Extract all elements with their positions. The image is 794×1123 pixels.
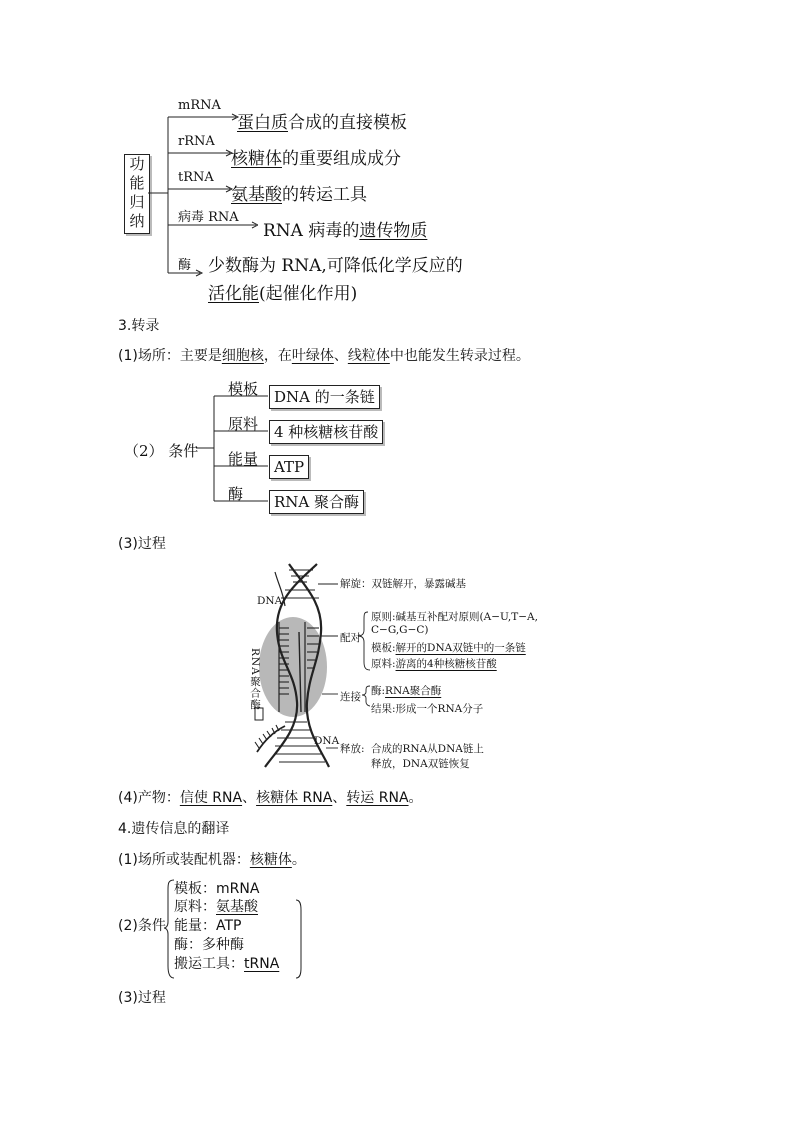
condition-key-material: 原料 <box>228 415 259 433</box>
translation-heading: 4.遗传信息的翻译 <box>118 821 230 837</box>
product-ul-mrna: 信使 RNA <box>179 790 243 806</box>
branch-tag-virus-rna: 病毒 RNA <box>178 210 239 225</box>
diagram-pair-rule: 原则:碱基互补配对原则(A−U,T−A, <box>371 611 538 623</box>
site-ul-chloroplast: 叶绿体 <box>291 348 334 364</box>
translation-condition <box>174 934 244 954</box>
diagram-release-text-2: 释放，DNA双链恢复 <box>371 758 470 770</box>
summary-title-char: 归 <box>129 193 145 211</box>
diagram-unwind-text: 解旋：双链解开，暴露碱基 <box>340 578 466 590</box>
diagram-text: 酶: <box>371 685 386 697</box>
condition-key-energy: 能量 <box>228 450 259 468</box>
site-text: (1)场所：主要是 <box>118 348 222 364</box>
condition-text: 酶：多种酶 <box>174 937 244 953</box>
site-text: 中也能发生转录过程。 <box>389 348 530 364</box>
branch-tag-rrna: rRNA <box>178 134 215 149</box>
branch-tag-trna: tRNA <box>178 170 214 185</box>
diagram-release-label: 释放: <box>340 743 365 755</box>
branch-desc-ul: 核糖体 <box>231 149 282 169</box>
condition-ul: 氨基酸 <box>216 899 258 915</box>
summary-title-char: 纳 <box>129 212 145 230</box>
branch-desc-enzyme-line2 <box>208 279 357 304</box>
translation-condition <box>174 878 259 898</box>
transcription-product <box>118 787 423 807</box>
condition-value-material: 4 种核糖核苷酸 <box>269 420 383 444</box>
branch-tag-mrna: mRNA <box>178 98 221 113</box>
site-ul-nucleus: 细胞核 <box>221 348 264 364</box>
diagram-text-ul: 解开的DNA双链中的一条链 <box>395 642 526 654</box>
condition-key-template: 模板 <box>228 380 259 398</box>
product-text: 、 <box>242 790 257 806</box>
translation-condition <box>174 915 241 935</box>
diagram-release-text-1: 合成的RNA从DNA链上 <box>371 743 484 755</box>
condition-key-enzyme: 酶 <box>228 485 244 503</box>
site-ul-ribosome: 核糖体 <box>249 852 292 868</box>
translation-brace-right <box>294 898 304 980</box>
product-text: (4)产物： <box>118 790 180 806</box>
translation-process-label: (3)过程 <box>118 990 166 1006</box>
branch-desc-trna <box>231 180 367 205</box>
branch-desc-ul: 遗传物质 <box>359 221 428 241</box>
condition-text: 能量：ATP <box>174 918 242 934</box>
transcription-heading: 3.转录 <box>118 318 160 334</box>
transcription-site <box>118 345 530 365</box>
diagram-text-ul: 游离的4种核糖核苷酸 <box>395 658 497 670</box>
product-ul-rrna: 核糖体 RNA <box>256 790 333 806</box>
branch-desc-rrna <box>231 144 401 169</box>
diagram-label-dna-bottom: DNA <box>314 735 340 747</box>
translation-condition <box>174 896 258 916</box>
diagram-pair-template <box>371 640 526 655</box>
site-text: (1)场所或装配机器： <box>118 852 250 868</box>
summary-title-char: 能 <box>129 174 145 192</box>
branch-desc-virus-rna <box>263 216 427 241</box>
branch-desc-text: 的重要组成成分 <box>282 149 401 169</box>
branch-desc-text: (起催化作用) <box>259 284 358 304</box>
diagram-label-dna-top: DNA <box>257 595 283 607</box>
summary-title-char: 功 <box>129 155 145 173</box>
branch-desc-text: 的转运工具 <box>282 185 367 205</box>
condition-text: 搬运工具： <box>174 956 244 972</box>
translation-cond-label: (2)条件 <box>118 918 166 934</box>
condition-text: 原料： <box>174 899 216 915</box>
condition-value-template: DNA 的一条链 <box>269 385 380 409</box>
diagram-link-result: 结果:形成一个RNA分子 <box>371 703 484 715</box>
branch-desc-ul: 氨基酸 <box>231 185 282 205</box>
diagram-pair-rule-2: C−G,G−C) <box>371 624 429 636</box>
branch-desc-text: 合成的直接模板 <box>288 113 407 133</box>
condition-ul: tRNA <box>244 956 280 972</box>
site-text: ，在 <box>263 348 292 364</box>
site-ul-mitochondria: 线粒体 <box>347 348 390 364</box>
diagram-pair-label: 配对 <box>340 632 361 644</box>
diagram-text: 模板: <box>371 642 396 654</box>
site-text: 、 <box>333 348 348 364</box>
summary-title-box <box>124 154 150 234</box>
branch-desc-mrna <box>237 108 407 133</box>
conditions-label: （2） 条件 <box>124 442 199 460</box>
product-text: 。 <box>408 790 423 806</box>
condition-value-enzyme: RNA 聚合酶 <box>269 490 364 514</box>
branch-desc-text: RNA 病毒的 <box>263 221 360 241</box>
diagram-text-ul: RNA聚合酶 <box>385 685 442 697</box>
translation-site <box>118 849 306 869</box>
diagram-leader-lines <box>318 570 378 760</box>
diagram-link-enzyme <box>371 683 441 698</box>
site-text: 。 <box>291 852 306 868</box>
condition-value-energy: ATP <box>269 455 309 479</box>
branch-tag-enzyme: 酶 <box>178 258 192 273</box>
transcription-process-label: (3)过程 <box>118 536 166 552</box>
diagram-pair-material <box>371 656 497 671</box>
branch-desc-ul: 蛋白质 <box>237 113 288 133</box>
product-text: 、 <box>332 790 347 806</box>
diagram-link-label: 连接 <box>340 691 361 703</box>
condition-text: 模板：mRNA <box>174 881 260 897</box>
translation-condition <box>174 953 279 973</box>
diagram-label-rna-polymerase: RNA聚合酶 <box>249 648 261 711</box>
branch-desc-enzyme-line1: 少数酶为 RNA,可降低化学反应的 <box>208 256 463 276</box>
branch-desc-ul: 活化能 <box>208 284 259 304</box>
product-ul-trna: 转运 RNA <box>346 790 409 806</box>
diagram-text: 原料: <box>371 658 396 670</box>
